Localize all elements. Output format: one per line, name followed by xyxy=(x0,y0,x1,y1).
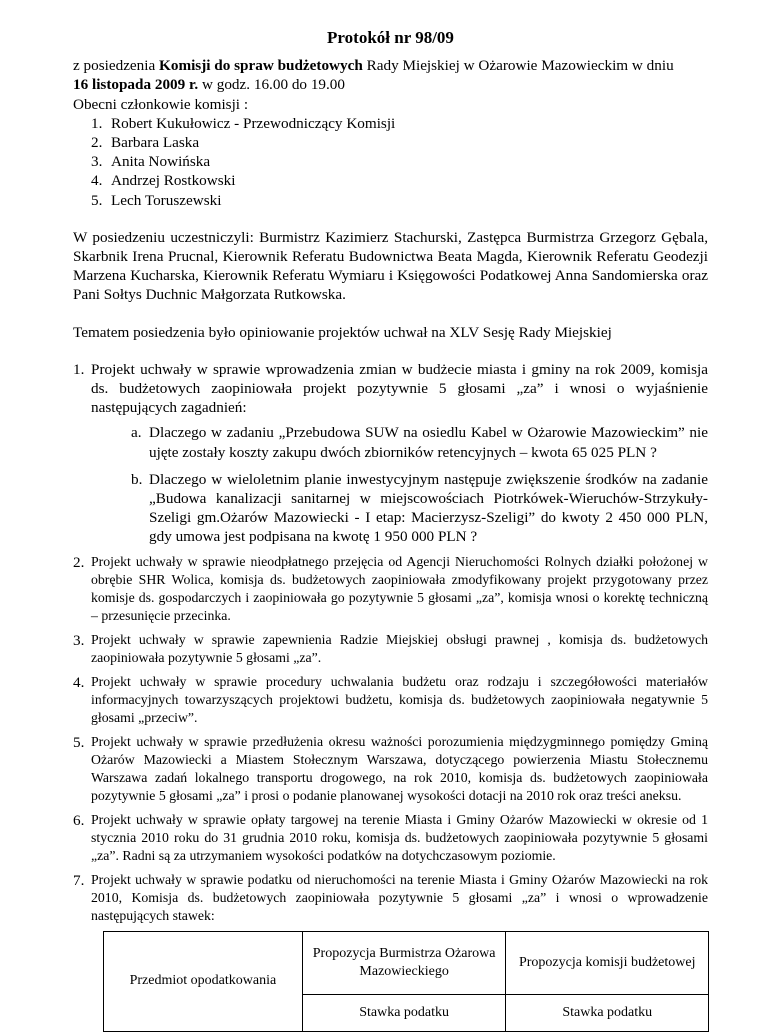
table-header-row xyxy=(104,931,709,994)
participants-paragraph: W posiedzeniu uczestniczyli: Burmistrz Kazimierz Stachurski, Zastępca Burmistrza Grzegorz Gębala, Skarbnik Irena Prucnal, Kierownik Referatu Budownictwa Beata Magda, Kierownik Referatu Geodezji Marzena Kucharska, Kierownik Referatu Wymiaru i Księgowości Podatkowej Anna Sandomierska oraz Pani Sołtys Duchnic Małgorzata Rutkowska. xyxy=(73,228,708,304)
member-item: 3. Anita Nowińska xyxy=(91,153,211,171)
resolution-item: 4. Projekt uchwały w sprawie procedury uchwalania budżetu oraz rodzaju i szczegółowości materiałów informacyjnych towarzyszących projektowi budżetu, komisja ds. budżetowych zaopiniowała negatywnie 5 głosami „przeciw”. xyxy=(73,673,708,725)
resolution-item: 5. Projekt uchwały w sprawie przedłużenia okresu ważności porozumienia międzygminnego pomiędzy Gminą Ożarów Mazowiecki a Miastem Stołecznym Warszawa, dotyczącego powierzenia Miastu Stołecznemu Warszawa zadań lokalnego transportu drogowego, na rok 2010, komisja ds. budżetowych zaopiniowała pozytywnie 5 głosami „za” i prosi o podanie planowanej wysokości dotacji na 2010 rok oraz treści aneksu. xyxy=(73,733,708,803)
meeting-date: 16 listopada 2009 r. xyxy=(73,76,199,94)
members-heading: Obecni członkowie komisji : xyxy=(73,95,249,113)
committee-name: Komisji do spraw budżetowych xyxy=(159,57,363,75)
meeting-time: w godz. 16.00 do 19.00 xyxy=(198,76,345,94)
question-item: b. Dlaczego w wieloletnim planie inwestycyjnym następuje zwiększenie środków na zadanie „Budowa kanalizacji sanitarnej w miejscowościach Piotrkówek-Wieruchów-Strzykuły-Szeligi gm.Ożarów Mazowiecki - I etap: Macierzysz-Szeligi” do kwoty 2 450 000 PLN, gdy umowa jest podpisana na kwotę 1 950 000 PLN ? xyxy=(131,470,708,546)
member-item: 5. Lech Toruszewski xyxy=(91,191,222,209)
question-item: a. Dlaczego w zadaniu „Przebudowa SUW na osiedlu Kabel w Ożarowie Mazowieckim” nie ujęte zostały koszty zakupu dwóch zbiorników retencyjnych – kwota 65 025 PLN ? xyxy=(131,424,708,461)
resolution-item: 6. Projekt uchwały w sprawie opłaty targowej na terenie Miasta i Gminy Ożarów Mazowiecki w okresie od 1 stycznia 2010 roku do 31 grudnia 2010 roku, komisja ds. budżetowych zaopiniowała pozytywnie 5 głosami „za”. Radni są za utrzymaniem wysokości podatków na dotychczasowym poziomie. xyxy=(73,811,708,863)
subheader-committee-rate: Stawka podatku xyxy=(506,994,709,1031)
header-committee-proposal: Propozycja komisji budżetowej xyxy=(506,931,709,994)
header-subject: Przedmiot opodatkowania xyxy=(104,931,303,1031)
member-item: 1. Robert Kukułowicz - Przewodniczący Komisji xyxy=(91,114,396,132)
member-item: 4. Andrzej Rostkowski xyxy=(91,172,236,190)
protocol-title: Protokół nr 98/09 xyxy=(327,28,454,47)
tax-rates-table xyxy=(103,931,709,1032)
resolution-item: 3. Projekt uchwały w sprawie zapewnienia Radzie Miejskiej obsługi prawnej , komisja ds. budżetowych zaopiniowała pozytywnie 5 głosami „za”. xyxy=(73,631,708,665)
resolution-item: 1. Projekt uchwały w sprawie wprowadzenia zmian w budżecie miasta i gminy na rok 2009, komisja ds. budżetowych zaopiniowała projekt pozytywnie 5 głosami „za” i wnosi o wyjaśnienie następujących zagadnień: a. Dlaczego w zadaniu „Przebudowa SUW na osiedlu Kabel w Ożarowie Mazowieckim” nie ujęte zostały koszty zakupu dwóch zbiorników retencyjnych – kwota 65 025 PLN ? b. Dlaczego w wieloletnim planie inwestycyjnym następuje zwiększenie środków na zadanie „Budowa kanalizacji sanitarnej w miejscowościach Piotrkówek-Wieruchów-Strzykuły-Szeligi gm.Ożarów Mazowiecki - I etap: Macierzysz-Szeligi” do kwoty 2 450 000 PLN, gdy umowa jest podpisana na kwotę 1 950 000 PLN ? xyxy=(73,360,708,546)
header-mayor-proposal: Propozycja Burmistrza Ożarowa Mazowieckiego xyxy=(302,931,506,994)
resolution-item: 2. Projekt uchwały w sprawie nieodpłatnego przejęcia od Agencji Nieruchomości Rolnych działki położonej w obrębie SHR Wolica, komisja ds. budżetowych zaopiniowała zmodyfikowany projekt przygotowany przez komisje ds. gospodarczych i zaopiniowała go pozytywnie 5 głosami „za”, komisja wnosi o korektę techniczną – przesunięcie przecinka. xyxy=(73,553,708,623)
meeting-intro: z posiedzenia Komisji do spraw budżetowych Rady Miejskiej w Ożarowie Mazowieckim w dniu 16 listopada 2009 r. w godz. 16.00 do 19.00 xyxy=(73,57,674,94)
subheader-mayor-rate: Stawka podatku xyxy=(302,994,506,1031)
member-item: 2. Barbara Laska xyxy=(91,134,200,152)
resolution-list xyxy=(73,360,708,925)
question-list xyxy=(91,423,708,546)
members-list xyxy=(73,114,708,210)
resolution-item: 7. Projekt uchwały w sprawie podatku od nieruchomości na terenie Miasta i Gminy Ożarów Mazowiecki na rok 2010, Komisja ds. budżetowych zaopiniowała pozytywnie 5 głosami „za” i wnosi o wprowadzenie następujących stawek: xyxy=(73,871,708,923)
meeting-topic: Tematem posiedzenia było opiniowanie projektów uchwał na XLV Sesję Rady Miejskiej xyxy=(73,323,612,341)
